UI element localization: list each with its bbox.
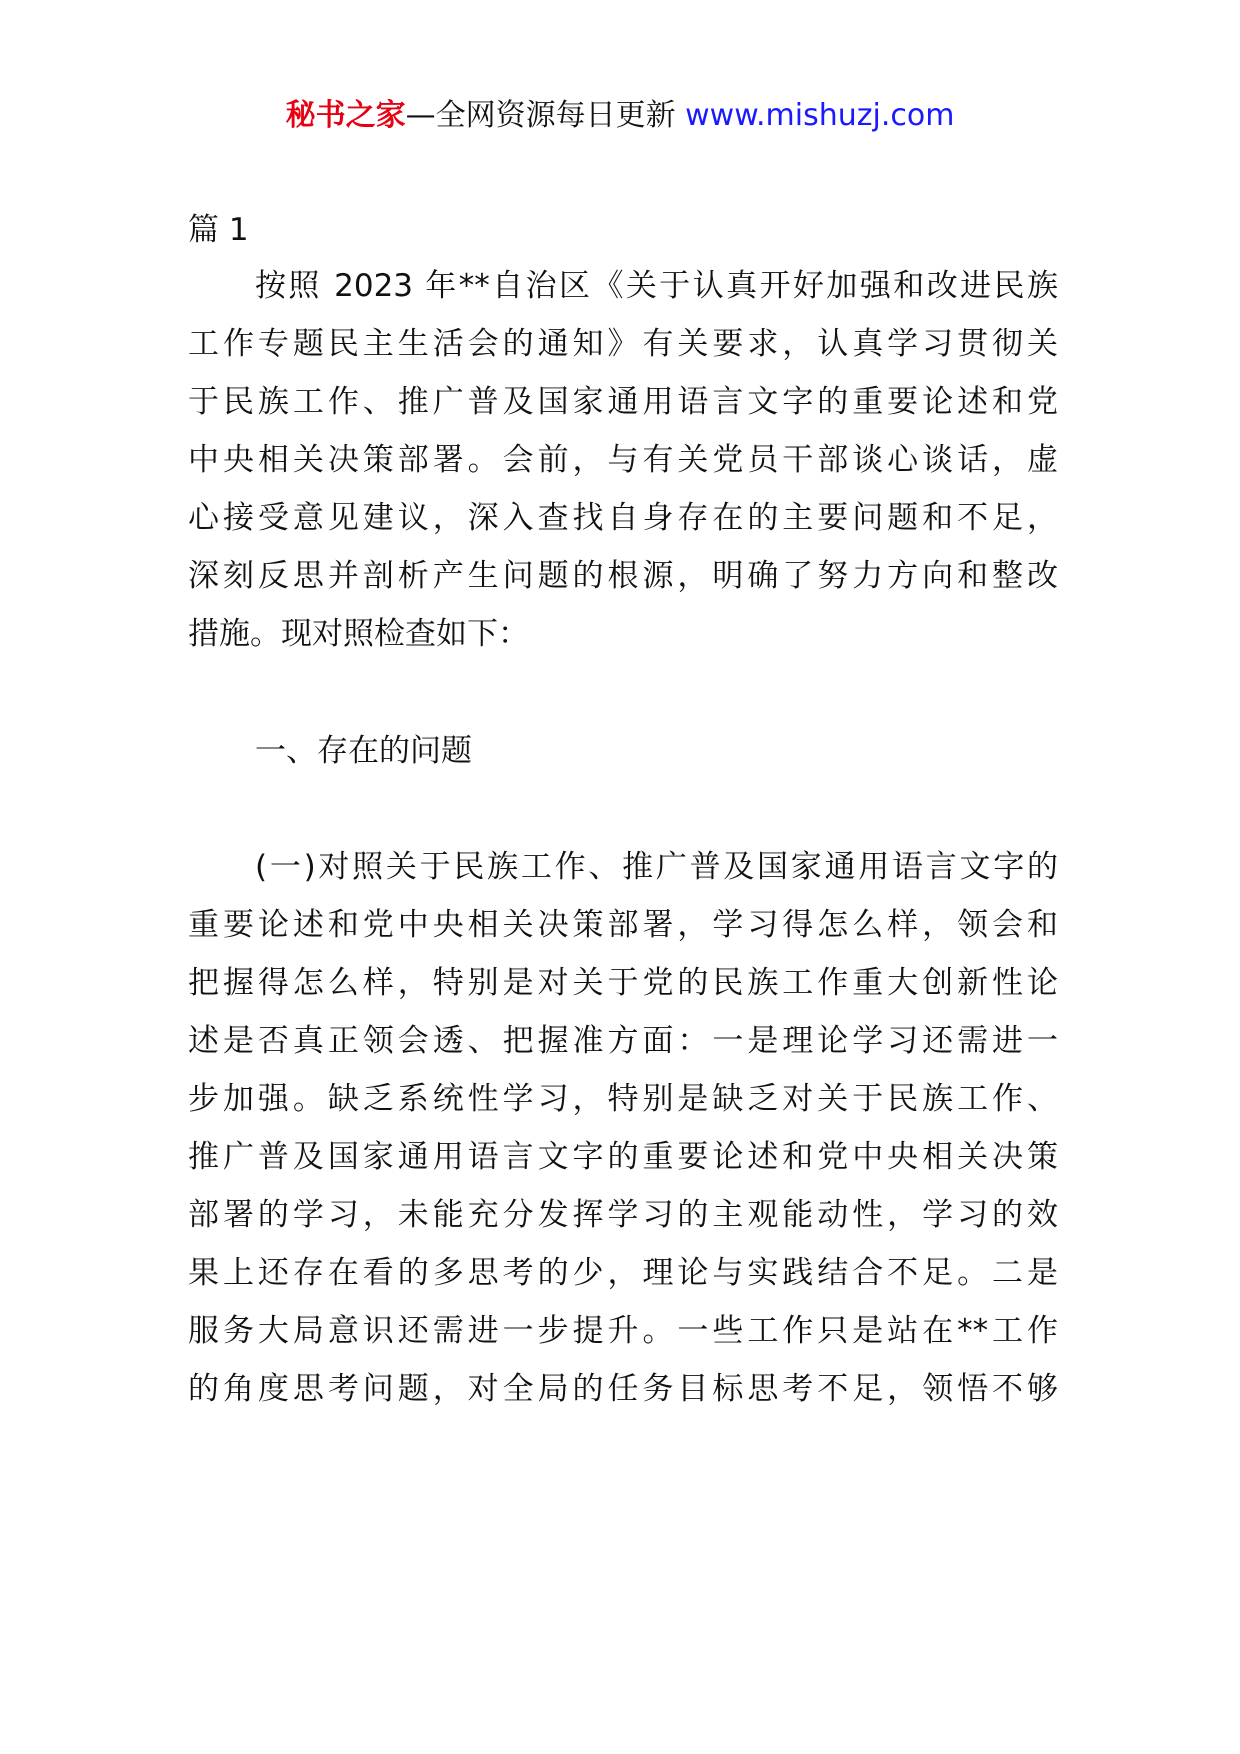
body-line: (一)对照关于民族工作、推广普及国家通用语言文字的: [255, 849, 1058, 885]
brand-name: 秘书之家: [285, 98, 406, 133]
intro-line: 于民族工作、推广普及国家通用语言文字的重要论述和党: [188, 384, 1058, 420]
intro-line: 措施。现对照检查如下：: [188, 616, 529, 652]
body-line: 把握得怎么样，特别是对关于党的民族工作重大创新性论: [188, 965, 1058, 1001]
header-tagline: —全网资源每日更新: [405, 98, 686, 133]
body-line: 部署的学习，未能充分发挥学习的主观能动性，学习的效: [188, 1197, 1058, 1233]
body-line: 推广普及国家通用语言文字的重要论述和党中央相关决策: [188, 1139, 1058, 1175]
body-line: 服务大局意识还需进一步提升。一些工作只是站在**工作: [188, 1313, 1058, 1349]
page-header: [0, 96, 1240, 136]
body-line: 述是否真正领会透、把握准方面：一是理论学习还需进一: [188, 1023, 1058, 1059]
site-url-link[interactable]: www.mishuzj.com: [685, 98, 955, 133]
intro-line: 中央相关决策部署。会前，与有关党员干部谈心谈话，虚: [188, 442, 1058, 478]
intro-line: 工作专题民主生活会的通知》有关要求，认真学习贯彻关: [188, 326, 1058, 362]
body-line: 的角度思考问题，对全局的任务目标思考不足，领悟不够: [188, 1371, 1058, 1407]
intro-line: 心接受意见建议，深入查找自身存在的主要问题和不足，: [188, 500, 1058, 536]
body-line: 步加强。缺乏系统性学习，特别是缺乏对关于民族工作、: [188, 1081, 1058, 1117]
body-line: 果上还存在看的多思考的少，理论与实践结合不足。二是: [188, 1255, 1058, 1291]
body-line: 重要论述和党中央相关决策部署，学习得怎么样，领会和: [188, 907, 1058, 943]
intro-line: 按照 2023 年**自治区《关于认真开好加强和改进民族: [255, 268, 1058, 304]
intro-line: 深刻反思并剖析产生问题的根源，明确了努力方向和整改: [188, 558, 1058, 594]
section-label: 篇 1: [188, 212, 249, 248]
section-heading: 一、存在的问题: [255, 733, 472, 769]
